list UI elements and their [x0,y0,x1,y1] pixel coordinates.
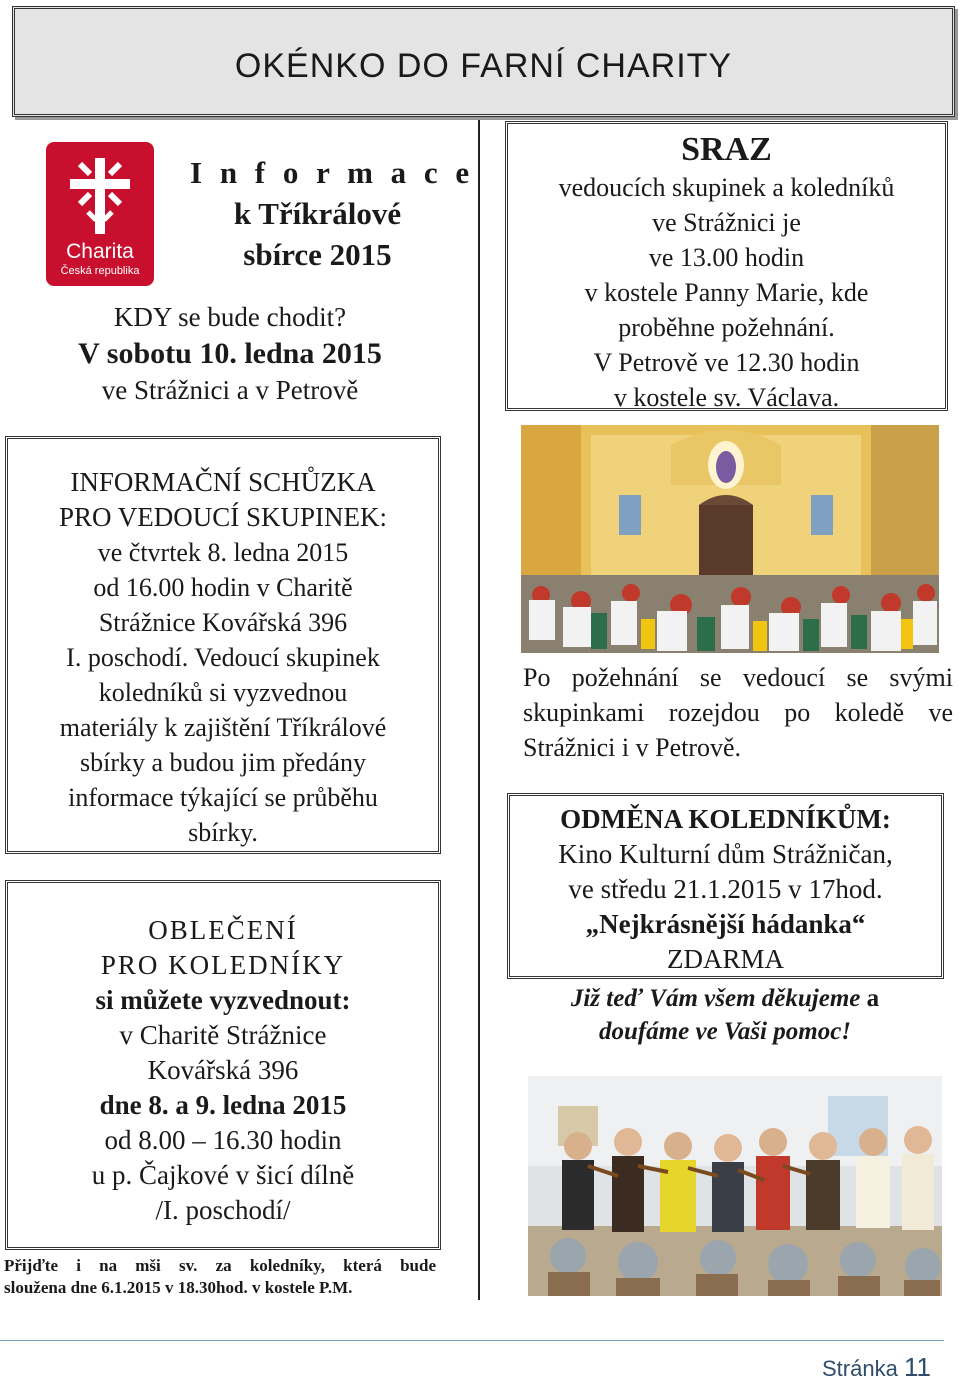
info-title-line: k Tříkrálové [233,196,402,231]
when-block [20,300,440,408]
sraz-line: ve 13.00 hodin [648,243,805,272]
when-date: V sobotu 10. ledna 2015 [78,337,382,370]
mass-note-line: Přijďte i na mši sv. za koledníky, která bude [4,1256,436,1275]
info-title-line: I n f o r m a c e [190,155,475,190]
sraz-text [508,170,945,415]
meeting-line: sbírky. [188,818,258,847]
logo-subtitle: Česká republika [60,265,140,277]
thanks-text: doufáme ve Vaši pomoc! [598,1018,852,1045]
reward-box [507,793,944,979]
sraz-title: SRAZ [681,131,772,168]
meeting-line: materiály k zajištění Tříkrálové [59,713,387,742]
meeting-line: od 16.00 hodin v Charitě [93,573,353,602]
sraz-line: V Petrově ve 12.30 hodin [593,348,860,377]
info-title [190,152,475,275]
page-number-value: 11 [903,1352,931,1382]
header-banner [12,6,955,117]
thanks-note [515,982,935,1048]
clothing-subtitle: si můžete vyzvednout: [95,985,351,1015]
when-question: KDY se bude chodit? [113,302,347,332]
reward-film: „Nejkrásnější hádanka“ [585,909,866,939]
sraz-box [505,121,948,411]
sraz-line: proběhne požehnání. [618,313,835,342]
page-label: Stránka [822,1356,898,1381]
reward-line: Kino Kulturní dům Strážničan, [558,839,893,869]
thanks-text: a [866,985,880,1012]
info-title-line: sbírce 2015 [243,237,392,272]
clothing-line: Kovářská 396 [147,1055,299,1085]
sraz-line: v kostele sv. Václava. [613,383,840,412]
reward-line: ve středu 21.1.2015 v 17hod. [568,874,883,904]
mass-note-line: sloužena dne 6.1.2015 v 18.30hod. v kostele P.M. [4,1278,353,1297]
clothing-title: PRO KOLEDNÍKY [100,950,346,980]
clothing-line: u p. Čajkové v šicí dílně [91,1160,355,1190]
meeting-line: Strážnice Kovářská 396 [98,608,348,637]
logo-name: Charita [66,240,134,263]
charita-cross-icon [66,154,134,236]
reward-price: ZDARMA [666,944,784,974]
column-divider [478,120,480,1300]
clothing-line: /I. poschodí/ [155,1195,291,1225]
sraz-line: v kostele Panny Marie, kde [584,278,869,307]
meeting-box [5,436,441,854]
page-number [822,1352,931,1383]
caption-line: Po požehnání se vedoucí se svými [523,663,953,692]
footer-rule [0,1340,944,1341]
mass-note [4,1255,436,1299]
thanks-text: Již teď Vám všem děkujeme [570,985,861,1012]
sraz-line: vedoucích skupinek a koledníků [558,173,895,202]
clothing-box [5,880,441,1250]
photo1-caption [523,660,953,765]
clothing-date: dne 8. a 9. ledna 2015 [99,1090,347,1120]
carolers-church-photo [521,425,939,653]
clothing-line: od 8.00 – 16.30 hodin [104,1125,342,1155]
sraz-line: ve Strážnici je [652,208,801,237]
charita-logo [46,142,154,286]
page-title: OKÉNKO DO FARNÍ CHARITY [234,47,733,85]
meeting-heading: PRO VEDOUCÍ SKUPINEK: [58,502,388,532]
meeting-heading: INFORMAČNÍ SCHŮZKA [70,467,376,497]
when-place: ve Strážnici a v Petrově [101,375,359,405]
caption-line: skupinkami rozejdou po koledě ve [523,698,953,727]
reward-heading: ODMĚNA KOLEDNÍKŮM: [560,804,891,834]
meeting-line: I. poschodí. Vedoucí skupinek [66,643,380,672]
meeting-line: sbírky a budou jim předány [80,748,366,777]
caption-line: Strážnici i v Petrově. [523,733,742,762]
meeting-line: informace týkající se průběhu [68,783,378,812]
clothing-title: OBLEČENÍ [148,915,298,945]
clothing-line: v Charitě Strážnice [119,1020,327,1050]
meeting-line: ve čtvrtek 8. ledna 2015 [97,538,349,567]
meeting-line: koledníků si vyzvednou [98,678,348,707]
musicians-photo [528,1076,942,1296]
